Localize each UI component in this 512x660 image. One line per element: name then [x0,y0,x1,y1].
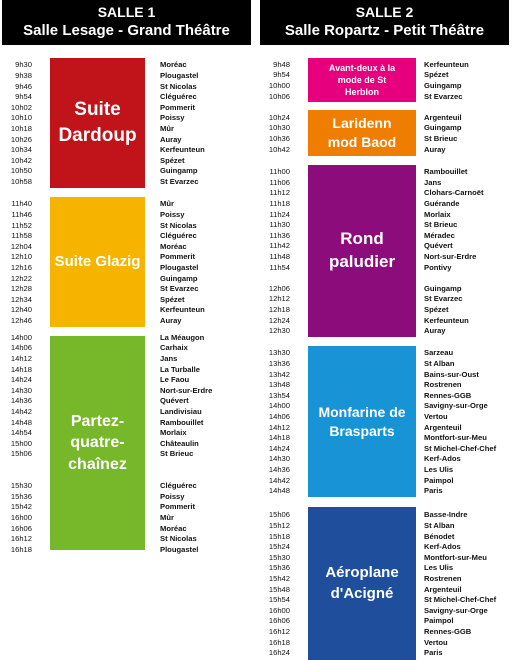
group-name: St Evarzec [424,294,463,304]
time-slot: 10h58 [10,177,32,186]
time-slot: 14h54 [10,428,32,438]
group-name: Kerfeunteun [424,59,469,69]
group-name: Argenteuil [424,112,462,122]
time-slot: 13h54 [268,390,290,400]
group-name: Paris [424,486,443,496]
time-slot: 15h36 [268,563,290,573]
time-slot: 14h48 [268,486,290,496]
time-slot: 9h54 [15,92,32,102]
time-slot: 15h42 [268,573,290,583]
block-name: Laridenn mod Baod [327,115,397,150]
time-slot: 16h18 [10,544,32,554]
time-slot: 10h06 [268,91,290,101]
time-slot: 10h50 [10,166,32,176]
time-slot: 12h46 [10,316,32,325]
salle2-block-2 [308,165,416,337]
salle1-block-0 [50,58,145,188]
group-name: La Turballe [160,364,200,374]
time-slot: 16h06 [268,616,290,626]
group-name: Quévert [160,396,189,406]
time-slot: 14h24 [10,375,32,385]
group-name: Plougastel [160,263,199,272]
group-name: Pommerit [160,252,196,262]
time-slot: 10h26 [10,134,32,144]
group-name: Vertou [424,637,448,647]
time-slot: 14h18 [268,433,290,443]
time-slot: 14h00 [10,332,32,342]
salle2-block-4 [308,507,416,660]
salle2-block-3 [308,346,416,497]
time-slot: 14h48 [10,417,32,427]
block-name: Avant-deux à la mode de St Herblon [328,62,396,98]
salle2-block-0 [308,58,416,102]
group-name: Auray [160,134,182,144]
salle1-subtitle: Salle Lesage - Grand Théâtre [23,22,230,39]
time-slot: 12h10 [10,252,32,262]
group-name: St Alban [424,520,455,530]
time-slot: 11h58 [11,231,32,241]
group-name: Cléguérec [160,92,197,102]
time-slot: 12h28 [10,284,32,294]
group-name: Guingamp [424,123,462,133]
time-slot: 12h22 [10,273,32,283]
salle1-column [2,0,251,660]
group-name: St Brieuc [424,220,458,230]
group-name: St Michel-Chef-Chef [424,443,497,453]
time-slot: 14h18 [10,364,32,374]
time-slot: 14h12 [268,422,290,432]
group-name: Basse-Indre [424,510,468,520]
time-slot: 14h42 [10,406,32,416]
time-slot: 15h24 [268,542,290,552]
time-slot: 15h36 [10,491,32,501]
time-slot: 9h30 [15,60,32,70]
salle1-header [2,0,251,45]
group-name: Jans [424,177,442,187]
time-slot: 11h06 [269,177,290,187]
group-name: Kerf-Ados [424,454,461,464]
time-slot: 16h00 [268,605,290,615]
group-name: Montfort-sur-Meu [424,433,487,443]
time-slot: 14h06 [268,411,290,421]
block-name: Rond paludier [328,229,396,271]
time-slot: 11h42 [269,241,290,251]
time-slot: 9h54 [273,70,290,80]
group-name: La Méaugon [160,332,205,342]
group-name: Kerfeunteun [424,315,469,325]
group-name: Les Ulis [424,464,454,474]
time-slot: 15h00 [10,438,32,448]
group-name: Savigny-sur-Orge [424,605,488,615]
time-slot: 15h42 [10,502,32,512]
group-name: Argenteuil [424,584,462,594]
salle2-subtitle: Salle Ropartz - Petit Théâtre [284,22,485,39]
group-name: Spézet [160,155,185,165]
salle2-header [260,0,509,45]
time-slot: 11h52 [11,220,32,230]
time-slot: 12h06 [268,283,290,293]
group-name: St Evarzec [424,91,463,101]
time-slot: 16h18 [268,637,290,647]
time-slot: 16h12 [268,626,290,636]
group-name: Guingamp [424,81,462,90]
group-name: St Brieuc [160,449,194,459]
group-name: Poissy [160,113,185,123]
group-name: Plougastel [160,71,199,80]
group-name: Rambouillet [424,167,468,177]
time-slot: 15h18 [268,531,290,541]
group-name: Les Ulis [424,563,454,573]
group-name: Rennes-GGB [424,390,472,400]
group-name: Nort-sur-Erdre [160,385,213,395]
group-name: Moréac [160,523,187,533]
salle2-block-1 [308,110,416,156]
group-name: Kerf-Ados [424,542,461,552]
time-slot: 11h12 [269,188,290,198]
group-name: Rostrenen [424,380,462,390]
time-slot: 10h30 [268,123,290,133]
group-name: Morlaix [424,209,451,219]
group-name: Argenteuil [424,422,462,432]
time-slot: 10h34 [10,145,32,155]
group-name: Châteaulin [160,438,199,448]
time-slot: 10h18 [10,124,32,133]
time-slot: 15h48 [268,584,290,594]
time-slot: 14h36 [268,464,290,474]
time-slot: 11h54 [269,262,290,272]
block-name: Suite Glazig [54,252,141,270]
time-slot: 11h30 [269,220,290,230]
group-name: Auray [424,326,446,336]
time-slot: 10h00 [268,81,290,90]
time-slot: 12h12 [268,294,290,304]
group-name: Paimpol [424,475,454,485]
group-name: Auray [160,316,182,325]
time-slot: 13h30 [268,348,290,358]
time-slot: 15h54 [268,595,290,605]
time-slot: 9h48 [273,59,290,69]
time-slot: 12h18 [268,305,290,314]
time-slot: 12h40 [10,305,32,315]
time-slot: 14h00 [268,401,290,411]
group-name: Auray [424,144,446,154]
time-slot: 12h04 [10,241,32,251]
time-slot: 12h30 [268,326,290,336]
time-slot: 12h24 [268,315,290,325]
time-slot: 16h12 [10,534,32,544]
time-slot: 14h24 [268,443,290,453]
group-name: Pommerit [160,102,196,112]
time-slot: 12h16 [10,263,32,272]
salle1-block-1 [50,197,145,327]
group-name: Guingamp [160,166,198,176]
block-name: Partez- quatre- chaînez [68,412,127,473]
group-name: Spézet [424,305,449,314]
time-slot: 9h46 [15,81,32,91]
group-name: Spézet [424,70,449,80]
time-slot: 14h30 [10,385,32,395]
group-name: Mûr [160,124,174,133]
group-name: Morlaix [160,428,187,438]
time-slot: 14h42 [268,475,290,485]
group-name: Guingamp [160,273,198,283]
time-slot: 10h24 [268,112,290,122]
group-name: Spézet [160,294,185,304]
group-name: Landivisiau [160,406,202,416]
salle1-title: SALLE 1 [97,4,156,20]
time-slot: 11h36 [269,230,290,240]
time-slot: 15h06 [268,510,290,520]
group-name: St Evarzec [160,284,199,294]
group-name: St Brieuc [424,134,458,143]
group-name: Méradec [424,230,455,240]
group-name: Savigny-sur-Orge [424,401,488,411]
time-slot: 13h36 [268,358,290,368]
time-slot: 9h38 [15,71,32,80]
group-name: Quévert [424,241,453,251]
salle2-title: SALLE 2 [355,4,414,20]
group-name: Paris [424,648,443,658]
salle1-block-2 [50,336,145,550]
group-name: Mûr [160,199,174,209]
salle2-column [260,0,509,660]
time-slot: 11h48 [269,252,290,261]
group-name: Mûr [160,512,174,522]
group-name: Kerfeunteun [160,305,205,315]
group-name: Moréac [160,241,187,251]
group-name: Poissy [160,210,185,219]
time-slot: 14h30 [268,454,290,464]
time-slot: 15h12 [268,520,290,530]
time-slot: 13h48 [268,380,290,390]
time-slot: 15h30 [10,481,32,491]
time-slot: 16h00 [10,512,32,522]
group-name: St Evarzec [160,177,199,186]
time-slot: 12h34 [10,294,32,304]
group-name: Moréac [160,60,187,70]
group-name: Sarzeau [424,348,454,358]
time-slot: 11h00 [269,167,290,177]
block-name: Suite Dardoup [58,99,137,146]
block-name: Aéroplane d'Acigné [325,564,399,602]
group-name: St Nicolas [160,81,197,91]
group-name: Rambouillet [160,417,204,427]
time-slot: 10h02 [10,102,32,112]
time-slot: 11h46 [11,210,32,219]
group-name: Nort-sur-Erdre [424,252,477,261]
time-slot: 14h12 [10,353,32,363]
time-slot: 11h24 [269,209,290,219]
time-slot: 16h24 [268,648,290,658]
group-name: St Nicolas [160,534,197,544]
group-name: Bains-sur-Oust [424,369,479,379]
group-name: Pontivy [424,262,452,272]
time-slot: 13h42 [268,369,290,379]
group-name: Guérande [424,199,460,208]
group-name: Carhaix [160,343,188,353]
group-name: Vertou [424,411,448,421]
group-name: St Alban [424,358,455,368]
group-name: Kerfeunteun [160,145,205,155]
time-slot: 10h10 [10,113,32,123]
group-name: Pommerit [160,502,196,512]
group-name: St Michel-Chef-Chef [424,595,497,605]
group-name: Plougastel [160,544,199,554]
time-slot: 15h06 [10,449,32,459]
time-slot: 14h06 [10,343,32,353]
time-slot: 14h36 [10,396,32,406]
time-slot: 10h42 [268,144,290,154]
group-name: Paimpol [424,616,454,626]
group-name: Jans [160,353,178,363]
group-name: Cléguérec [160,231,197,241]
time-slot: 11h18 [269,199,290,208]
group-name: St Nicolas [160,220,197,230]
group-name: Rostrenen [424,573,462,583]
time-slot: 16h06 [10,523,32,533]
time-slot: 10h36 [268,134,290,143]
group-name: Poissy [160,491,185,501]
group-name: Le Faou [160,375,190,385]
block-name: Monfarine de Brasparts [318,403,406,439]
group-name: Cléguérec [160,481,197,491]
time-slot: 10h42 [10,155,32,165]
time-slot: 15h30 [268,552,290,562]
group-name: Montfort-sur-Meu [424,552,487,562]
group-name: Bénodet [424,531,455,541]
group-name: Guingamp [424,283,462,293]
group-name: Rennes-GGB [424,626,472,636]
group-name: Clohars-Carnoët [424,188,484,198]
time-slot: 11h40 [11,199,32,209]
